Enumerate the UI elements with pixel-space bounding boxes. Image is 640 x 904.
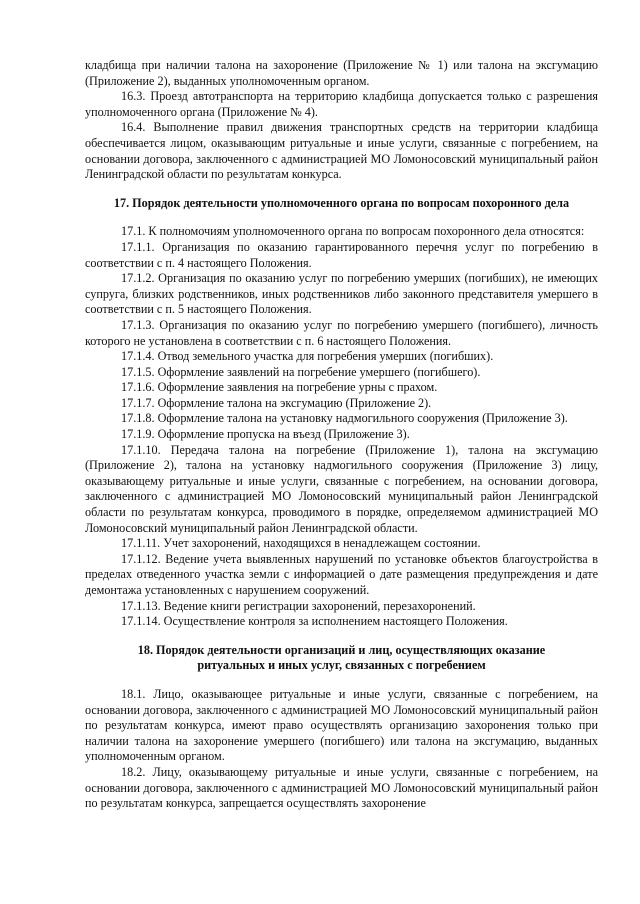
paragraph-17-1-13: 17.1.13. Ведение книги регистрации захоронений, перезахоронений. (121, 598, 476, 613)
paragraph-17-1-4: 17.1.4. Отвод земельного участка для погребения умерших (погибших). (121, 349, 494, 364)
paragraph-17-1-14: 17.1.14. Осуществление контроля за исполнением настоящего Положения. (121, 614, 508, 629)
paragraph-17-1-11: 17.1.11. Учет захоронений, находящихся в ненадлежащем состоянии. (121, 536, 481, 551)
paragraph-17-1-9: 17.1.9. Оформление пропуска на въезд (Приложение 3). (121, 427, 410, 442)
section-17-heading: 17. Порядок деятельности уполномоченного органа по вопросам похоронного дела (113, 195, 570, 210)
paragraph-17-1-1: 17.1.1. Организация по оказанию гарантированного перечня услуг по погребению в соответствии с п. 4 настоящего Положения. (85, 239, 598, 270)
paragraph-17-1-3: 17.1.3. Организация по оказанию услуг по погребению умершего (погибшего), личность которого не установлена в соответствии с п. 6 настоящего Положения. (85, 317, 598, 348)
section-18-heading-line2: ритуальных и иных услуг, связанных с погребением (197, 658, 486, 673)
paragraph-17-1-5: 17.1.5. Оформление заявлений на погребение умершего (погибшего). (121, 364, 481, 379)
paragraph-18-2: 18.2. Лицу, оказывающему ритуальные и иные услуги, связанные с погребением, на основании договора, заключенного с администрацией МО Ломоносовский муниципальный район по результатам конкурса, запрещается осуществлять захоронение (85, 764, 598, 811)
paragraph-17-1-2: 17.1.2. Организация по оказанию услуг по погребению умерших (погибших), не имеющих супруга, близких родственников, иных родственников либо законного представителя умершего в соответствии с п. 5 настоящего Положения. (85, 271, 598, 317)
paragraph-18-1: 18.1. Лицо, оказывающее ритуальные и иные услуги, связанные с погребением, на основании договора, заключенного с администрацией МО Ломоносовский муниципальный район по результатам конкурса, имеют право осуществлять организацию захоронения только при наличии талона на захоронение умершего (погибшего) или талона на эксгумацию, выданных уполномоченным органом. (85, 686, 598, 764)
paragraph-16-3: 16.3. Проезд автотранспорта на территорию кладбища допускается только с разрешения уполномоченного органа (Приложение № 4). (85, 89, 598, 119)
section-18-heading (85, 643, 598, 674)
paragraph-17-1-10: 17.1.10. Передача талона на погребение (Приложение 1), талона на эксгумацию (Приложение 2), талона на установку надмогильного сооружения (Приложение 3) лицу, оказывающему ритуальные и иные услуги, связанные с погребением, на основании договора, заключенного с администрацией МО Ломоносовский муниципальный район Ленинградской области по результатам конкурса, проводимого в порядке, определяемом администрацией МО Ломоносовский муниципальный район Ленинградской области. (85, 442, 598, 535)
paragraph-17-1-6: 17.1.6. Оформление заявления на погребение урны с прахом. (121, 380, 438, 395)
paragraph-17-1-7: 17.1.7. Оформление талона на эксгумацию (Приложение 2). (121, 395, 432, 410)
paragraph-17-1: 17.1. К полномочиям уполномоченного органа по вопросам похоронного дела относятся: (121, 224, 585, 239)
paragraph-continuation: кладбища при наличии талона на захоронение (Приложение № 1) или талона на эксгумацию (Приложение 2), выданных уполномоченным органом. (85, 58, 598, 88)
section-18-heading-line1: 18. Порядок деятельности организаций и лиц, осуществляющих оказание (137, 642, 546, 657)
paragraph-17-1-12: 17.1.12. Ведение учета выявленных нарушений по установке объектов благоустройства в пределах отведенного участка земли с информацией о дате размещения предупреждения и дате демонтажа установленных с нарушением сооружений. (85, 551, 598, 597)
paragraph-17-1-8: 17.1.8. Оформление талона на установку надмогильного сооружения (Приложение 3). (121, 411, 568, 426)
paragraph-16-4: 16.4. Выполнение правил движения транспортных средств на территории кладбища обеспечивается лицом, оказывающим ритуальные и иные услуги, связанные с погребением, на основании договора, заключенного с администрацией МО Ломоносовский муниципальный район Ленинградской области по результатам конкурса. (85, 120, 598, 182)
